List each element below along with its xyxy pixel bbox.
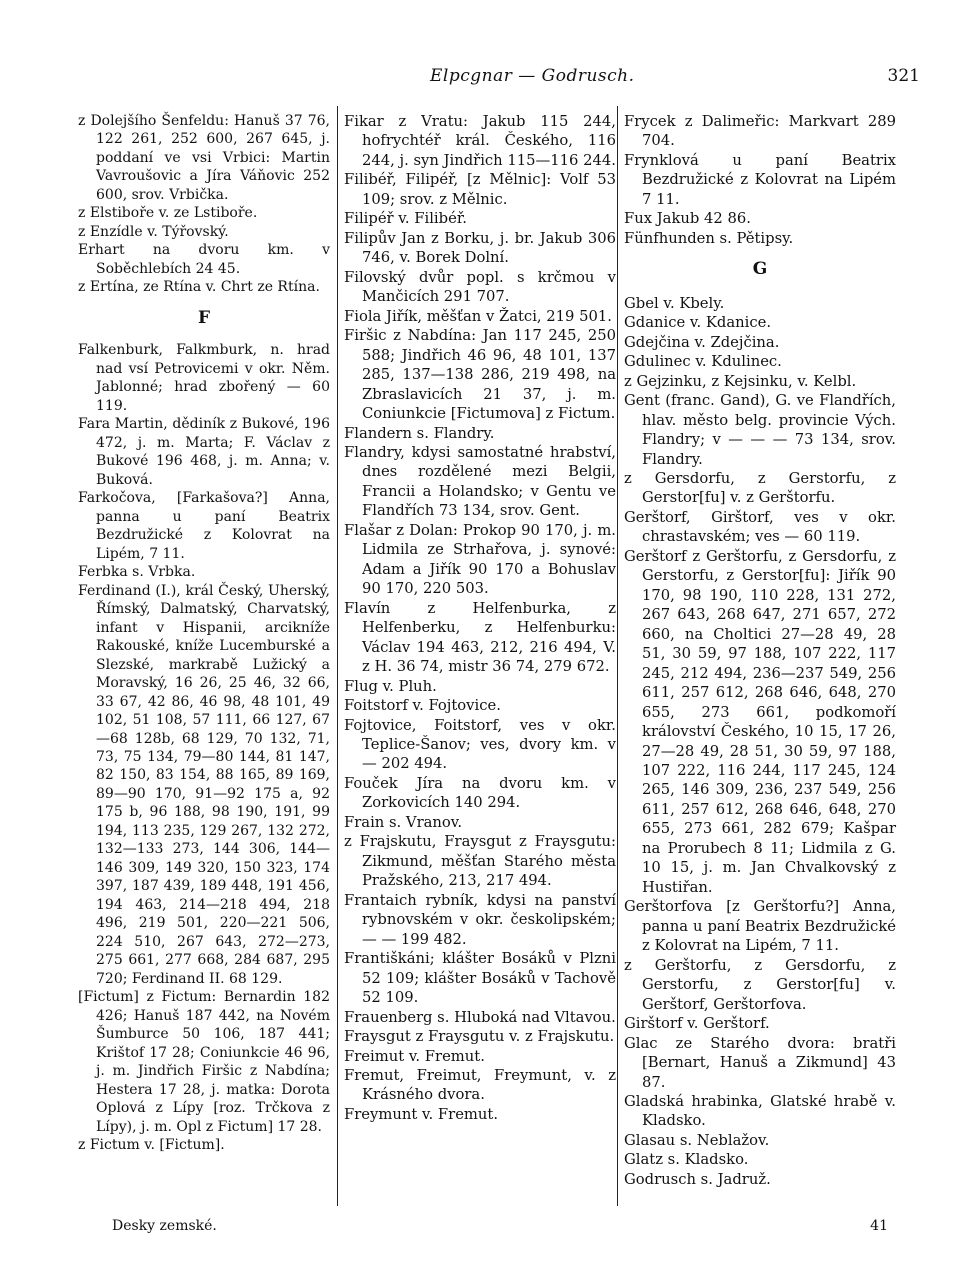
index-entry: Ferdinand (I.), král Český, Uherský, Římský, Dalmatský, Charvatský, infant v Hispanii, arcikníže Rakouské, kníže Lucemburské a Slezské, markrabě Lužický a Moravský, 16 26, 25 46, 32 66, 33 67, 42 86, 46 98, 48 101, 49 102, 51 108, 57 111, 66 127, 67—68 128b, 68 129, 70 132, 71, 73, 75 134, 79—80 144, 81 147, 82 150, 83 154, 88 165, 89 169, 89—90 170, 91—92 175 a, 92 175 b, 96 188, 98 190, 191, 99 194, 113 235, 129 267, 132 272, 132—133 273, 144 306, 144—146 309, 149 320, 150 323, 174 397, 187 439, 189 448, 191 456, 194 463, 214—218 494, 218 496, 219 501, 220—221 506, 224 510, 267 643, 272—273, 275 661, 277 668, 284 687, 295 720; Ferdinand II. 68 129. xyxy=(78,582,330,987)
page-footer xyxy=(60,1218,920,1240)
footer-source: Desky zemské. xyxy=(112,1218,217,1234)
index-entry: [Fictum] z Fictum: Bernardin 182 426; Hanuš 187 442, na Novém Šumburce 50 106, 187 441; Krištof 17 28; Coniunkcie 46 96, j. m. Jindřich Firšic z Nabdína; Hestera 17 28, j. matka: Dorota Oplová z Lípy [roz. Trčkova z Lípy), j. m. Opl z Fictum] 17 28. xyxy=(78,989,330,1135)
index-entry: Glac ze Starého dvora: bratři [Bernart, Hanuš a Zikmund] 43 87. xyxy=(624,1034,896,1091)
index-entry: Gerštorf z Gerštorfu, z Gersdorfu, z Gerstorfu, z Gerstor[fu]: Jiřík 90 170, 98 190, 110 228, 131 272, 267 643, 268 647, 271 657, 272 660, na Choltici 27—28 49, 28 51, 30 59, 97 188, 107 222, 117 245, 212 494, 236—237 549, 256 611, 257 612, 268 646, 648, 270 655, 273 661, podkomoří království Českého, 10 15, 17 26, 27—28 49, 28 51, 30 59, 97 188, 107 222, 116 244, 117 245, 124 265, 146 309, 236, 237 549, 256 611, 257 612, 268 646, 648, 270 655, 273 661, 282 679; Kašpar na Prorubech 8 11; Lidmila z G. 10 15, j. m. Jan Chvalkovský z Hustiřan. xyxy=(624,547,896,896)
index-entry: Filibéř, Filipéř, [z Mělnic]: Volf 53 109; srov. z Mělnic. xyxy=(344,171,616,208)
index-entry: Flavín z Helfenburka, z Helfenberku, z Helfenburku: Václav 194 463, 212, 216 494, V. z H. 36 74, mistr 36 74, 279 672. xyxy=(344,599,616,676)
index-entry: Foitstorf v. Fojtovice. xyxy=(344,697,501,715)
section-letter: F xyxy=(197,307,211,328)
index-entry: Firšic z Nabdína: Jan 117 245, 250 588; Jindřich 46 96, 48 101, 137 285, 137—138 286, 219 498, na Zbraslavicích 21 37, j. m. Coniunkcie [Fictumova] z Fictum. xyxy=(344,327,616,423)
index-entry: Falkenburk, Falkmburk, n. hrad nad vsí Petrovicemi v okr. Něm. Jablonné; hrad zbořený — 60 119. xyxy=(78,342,330,414)
index-entry: Frantaich rybník, kdysi na panství rybnovském v okr. českolipském; — — 199 482. xyxy=(344,891,616,948)
index-entry: z Frajskutu, Fraysgut z Fraysgutu: Zikmund, měšťan Starého města Pražského, 213, 217 494. xyxy=(344,833,616,890)
index-entry: Glatz s. Kladsko. xyxy=(624,1151,749,1169)
section-letter: G xyxy=(752,259,768,280)
index-entry: Fraysgut z Fraysgutu v. z Frajskutu. xyxy=(344,1028,615,1046)
index-entry: Fremut, Freimut, Freymunt, v. z Krásného dvora. xyxy=(344,1066,616,1104)
index-entry: Gdejčina v. Zdejčina. xyxy=(624,333,780,351)
index-entry: Freymunt v. Fremut. xyxy=(344,1105,499,1123)
index-entry: Gdulinec v. Kdulinec. xyxy=(624,353,782,371)
index-entry: Gent (franc. Gand), G. ve Flandřích, hlav. město belg. provincie Vých. Flandry; v — — — 73 134, srov. Flandry. xyxy=(624,392,896,468)
index-entry: Fojtovice, Foitstorf, ves v okr. Teplice-Šanov; ves, dvory km. v — 202 494. xyxy=(344,716,616,773)
index-entry: Filipéř v. Filibéř. xyxy=(344,210,467,228)
index-column-3 xyxy=(624,112,896,1189)
index-entry: z Gerštorfu, z Gersdorfu, z Gerstorfu, z Gerstor[fu] v. Gerštorf, Gerštorfova. xyxy=(624,956,896,1013)
index-entry: z Ertína, ze Rtína v. Chrt ze Rtína. xyxy=(78,279,320,296)
index-entry: Františkáni; klášter Bosáků v Plzni 52 109; klášter Bosáků v Tachově 52 109. xyxy=(344,950,616,1007)
index-entry: z Elstiboře v. ze Lstiboře. xyxy=(78,205,258,222)
index-entry: Ferbka s. Vrbka. xyxy=(78,564,196,581)
index-entry: Frycek z Dalimeřic: Markvart 289 704. xyxy=(624,113,896,150)
index-entry: Gbel v. Kbely. xyxy=(624,294,725,312)
index-entry: Gladská hrabinka, Glatské hrabě v. Kladsko. xyxy=(624,1092,896,1130)
index-column-1 xyxy=(78,112,330,1155)
index-entry: Flandry, kdysi samostatné hrabství, dnes rozdělené mezi Belgii, Francii a Holandsko; v Gentu ve Flandřích 73 134, srov. Gent. xyxy=(344,443,616,520)
index-entry: Farkočova, [Farkašova?] Anna, panna u paní Beatrix Bezdružické z Kolovrat na Lipém, 7 11. xyxy=(78,490,330,562)
index-entry: z Dolejšího Šenfeldu: Hanuš 37 76, 122 261, 252 600, 267 645, j. poddaní ve vsi Vrbici: Martin Vavroušovic a Jíra Váňovic 252 600, srov. Vrbička. xyxy=(78,113,330,203)
index-entry: Fikar z Vratu: Jakub 115 244, hofrychtéř král. Českého, 116 244, j. syn Jindřich 115—116 244. xyxy=(344,113,616,169)
page-header xyxy=(60,66,920,90)
index-entry: Flug v. Pluh. xyxy=(344,677,437,695)
index-entry: Godrusch s. Jadruž. xyxy=(624,1170,771,1188)
column-divider-1 xyxy=(337,106,338,1206)
index-entry: Girštorf v. Gerštorf. xyxy=(624,1015,770,1033)
running-head: Elpcgnar — Godrusch. xyxy=(430,66,635,86)
column-divider-2 xyxy=(617,106,618,1206)
index-column-2 xyxy=(344,112,616,1124)
index-entry: Fara Martin, dědiník z Bukové, 196 472, j. m. Marta; F. Václav z Bukové 196 468, j. m. Anna; v. Buková. xyxy=(78,416,330,488)
index-entry: Filipův Jan z Borku, j. br. Jakub 306 746, v. Borek Dolní. xyxy=(344,229,616,267)
index-entry: Flašar z Dolan: Prokop 90 170, j. m. Lidmila ze Strhařova, j. synové: Adam a Jiřík 90 170 a Bohuslav 90 170, 220 503. xyxy=(344,521,616,598)
index-entry: Erhart na dvoru km. v Soběchlebích 24 45. xyxy=(78,242,330,277)
index-entry: Freimut v. Fremut. xyxy=(344,1047,485,1065)
footer-sheet-number: 41 xyxy=(870,1218,888,1234)
index-entry: Fouček Jíra na dvoru km. v Zorkovicích 140 294. xyxy=(344,774,616,812)
index-entry: z Gejzinku, z Kejsinku, v. Kelbl. xyxy=(624,372,857,390)
index-entry: Frain s. Vranov. xyxy=(344,813,463,831)
index-entry: Fünfhunden s. Pětipsy. xyxy=(624,229,794,247)
index-entry: z Gersdorfu, z Gerstorfu, z Gerstor[fu] v. z Gerštorfu. xyxy=(624,469,896,507)
index-entry: Frynklová u paní Beatrix Bezdružické z Kolovrat na Lipém 7 11. xyxy=(624,151,896,208)
index-entry: Gerštorf, Girštorf, ves v okr. chrastavském; ves — 60 119. xyxy=(624,508,896,546)
page-number: 321 xyxy=(887,66,920,86)
index-entry: z Fictum v. [Fictum]. xyxy=(78,1137,225,1154)
index-entry: Gdanice v. Kdanice. xyxy=(624,314,772,332)
index-entry: z Enzídle v. Týřovský. xyxy=(78,223,229,240)
index-entry: Frauenberg s. Hluboká nad Vltavou. xyxy=(344,1008,616,1026)
index-entry: Fiola Jiřík, měšťan v Žatci, 219 501. xyxy=(344,307,612,325)
index-entry: Glasau s. Neblažov. xyxy=(624,1131,770,1149)
index-entry: Fux Jakub 42 86. xyxy=(624,210,751,228)
index-entry: Flandern s. Flandry. xyxy=(344,424,495,442)
index-entry: Filovský dvůr popl. s krčmou v Mančicích 291 707. xyxy=(344,268,616,306)
index-entry: Gerštorfova [z Gerštorfu?] Anna, panna u paní Beatrix Bezdružické z Kolovrat na Lipém, 7 11. xyxy=(624,898,896,955)
